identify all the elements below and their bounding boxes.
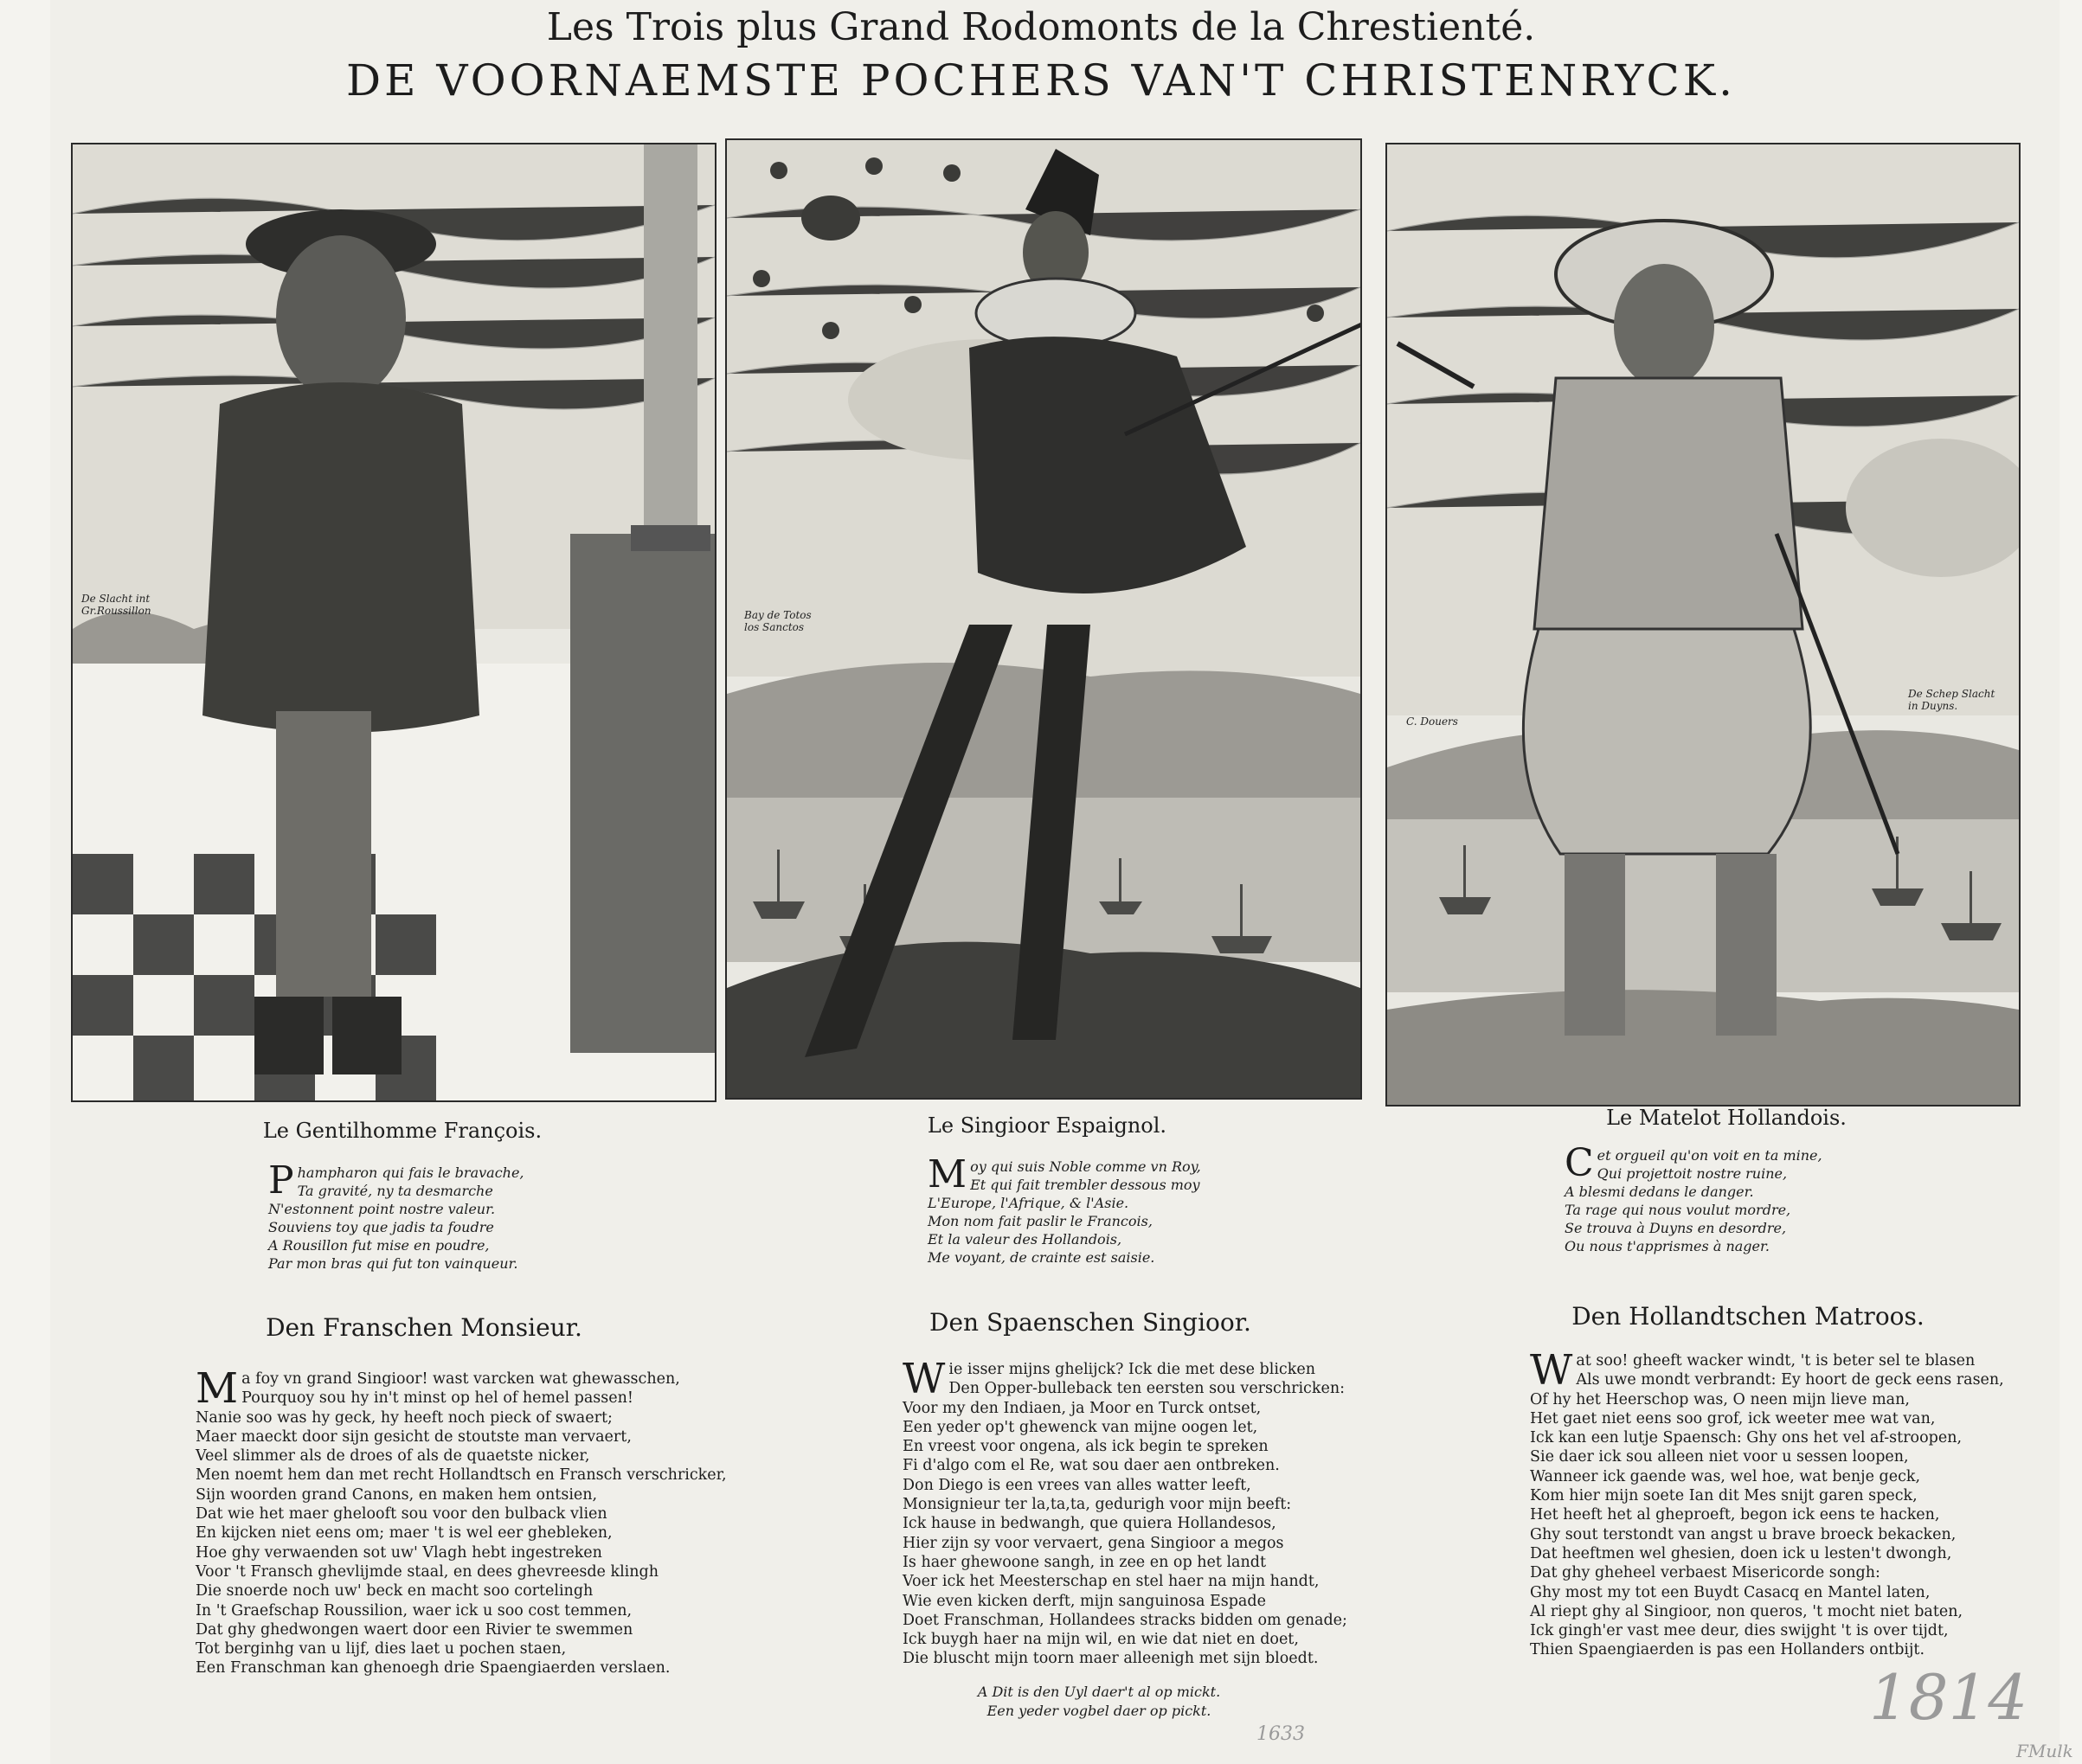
dropcap-w-spanish: W [903, 1355, 946, 1403]
pencil-number: 1814 [1869, 1661, 2028, 1734]
dropcap-m: M [928, 1152, 967, 1196]
annotation-battle-roussillon: De Slacht int Gr.Roussillon [81, 593, 151, 617]
pencil-date: 1633 [1256, 1723, 1305, 1745]
dropcap-w-dutch: W [1530, 1346, 1573, 1395]
dutch-poem-spanish: Wie isser mijns ghelijck? Ick die met dese blicken Den Opper-bulleback ten eersten sou verschricken: Voor my den Indiaen, ja Moor en Turck ontset, Een yeder op't ghewenck van mijne oogen let, En vreest voor ongena, als ick begin te spreken Fi d'algo com el Re, wat sou daer aen ontbreken. Don Diego is een vrees van alles watter leeft, Monsignieur ter la,ta,ta, gedurigh voor mijn beeft: Ick hause in bedwangh, que quiera Hollandesos, Hier zijn sy voor vervaert, gena Singioor a megos Is haer ghewoone sangh, in zee en op het landt Voer ick het Meesterschap en stel haer na mijn handt, Wie even kicken derft, mijn sanguinosa Espade Doet Franschman, Hollandees stracks bidden om genade; Ick buygh haer na mijn wil, en wie dat niet en doet, Die bluscht mijn toorn maer alleenigh met sijn bloedt. [903, 1355, 1347, 1668]
spanish-signor-engraving [727, 140, 1360, 1098]
title-french: Les Trois plus Grand Rodomonts de la Chrestienté. [546, 5, 1536, 49]
verse-dutch: Cet orgueil qu'on voit en ta mine, Qui projettoit nostre ruine, A blesmi dedans le danger. Ta rage qui nous voulut mordre, Se trouva à Duyns en desordre, Ou nous t'apprismes à nager. [1565, 1141, 1822, 1254]
dutch-poem-dutch: Wat soo! gheeft wacker windt, 't is beter sel te blasen Als uwe mondt verbrandt: Ey hoort de geck eens rasen, Of hy het Heerschop was, O neen mijn lieve man, Het gaet niet eens soo grof, ick weeter mee wat van, Ick kan een lutje Spaensch: Ghy ons het vel af-stroopen, Sie daer ick sou alleen niet voor u sessen loopen, Wanneer ick gaende was, wel hoe, wat benje geck, Kom hier mijn soete Ian dit Mes snijt garen speck, Het heeft het al gheproeft, begon ick eens te hacken, Ghy sout terstondt van angst u brave broeck bekacken, Dat heeftmen wel ghesien, doen ick u lesten't dwongh, Dat ghy gheheel verbaest Misericorde songh: Ghy most my tot een Buydt Casacq en Mantel laten, Al riept ghy al Singioor, non queros, 't mocht niet baten, Ick gingh'er vast mee deur, dies swijght 't is over tijdt, Thien Spaengiaerden is pas een Hollanders ontbijt. [1530, 1346, 2004, 1659]
dutch-poem-french: Ma foy vn grand Singioor! wast varcken wat ghewasschen, Pourquoy sou hy in't minst op hel of hemel passen! Nanie soo was hy geck, hy heeft noch pieck of swaert; Maer maeckt door sijn gesicht de stoutste man vervaert, Veel slimmer als de droes of als de quaetste nicker, Men noemt hem dan met recht Hollandtsch en Fransch verschricker, Sijn woorden grand Canons, en maken hem ontsien, Dat wie het maer ghelooft sou voor den bulback vlien En kijcken niet eens om; maer 't is wel eer ghebleken, Hoe ghy verwaenden sot uw' Vlagh hebt ingestreken Voor 't Fransch ghevlijmde staal, en dees ghevreesde klingh Die snoerde noch uw' beck en macht soo cortelingh In 't Graefschap Roussilion, waer ick u soo cost temmen, Dat ghy ghedwongen waert door een Rivier te swemmen Tot berginhg van u lijf, dies laet u pochen staen, Een Franschman kan ghenoegh drie Spaengiaerden verslaen. [196, 1364, 727, 1677]
caption-french-gentleman: Le Gentilhomme François. [262, 1119, 543, 1143]
caption-dutch-sailor: Le Matelot Hollandois. [1606, 1106, 1847, 1130]
dutch-sailor-engraving [1387, 144, 2019, 1105]
dropcap-m-french: M [196, 1364, 239, 1413]
annotation-ship-battle-duyns: De Schep Slacht in Duyns. [1908, 688, 1995, 712]
title-dutch: DE VOORNAEMSTE POCHERS VAN'T CHRISTENRYCK. [345, 55, 1737, 106]
panel-french-gentleman [71, 143, 716, 1102]
owl-motto: A Dit is den Uyl daer't al op mickt. Een yeder vogbel daer op pickt. [977, 1684, 1221, 1719]
french-gentleman-engraving [73, 144, 715, 1100]
dutch-poem-title-french: Den Franschen Monsieur. [266, 1313, 582, 1342]
annotation-bay-todos-santos: Bay de Totos los Sanctos [744, 609, 812, 633]
dropcap-p: P [268, 1158, 294, 1203]
panel-spanish-signor [725, 138, 1362, 1100]
dropcap-c: C [1565, 1141, 1594, 1185]
caption-spanish-signor: Le Singioor Espaignol. [927, 1113, 1167, 1138]
verse-spanish: Moy qui suis Noble comme vn Roy, Et qui fait trembler dessous moy L'Europe, l'Afrique, & l'Asie. Mon nom fait paslir le Francois, Et la valeur des Hollandois, Me voyant, de crainte est saisie. [928, 1152, 1201, 1266]
verse-french: Phampharon qui fais le bravache, Ta gravité, ny ta desmarche N'estonnent point nostre valeur. Souviens toy que jadis ta foudre A Rousillon fut mise en poudre, Par mon bras qui fut ton vainqueur. [268, 1158, 524, 1272]
panel-dutch-sailor [1385, 143, 2021, 1107]
pencil-corner-mark: FMulk [2016, 1741, 2073, 1761]
dutch-poem-title-spanish: Den Spaenschen Singioor. [929, 1308, 1251, 1337]
annotation-c-douers: C. Douers [1406, 715, 1458, 728]
dutch-poem-title-dutch: Den Hollandtschen Matroos. [1571, 1302, 1925, 1331]
